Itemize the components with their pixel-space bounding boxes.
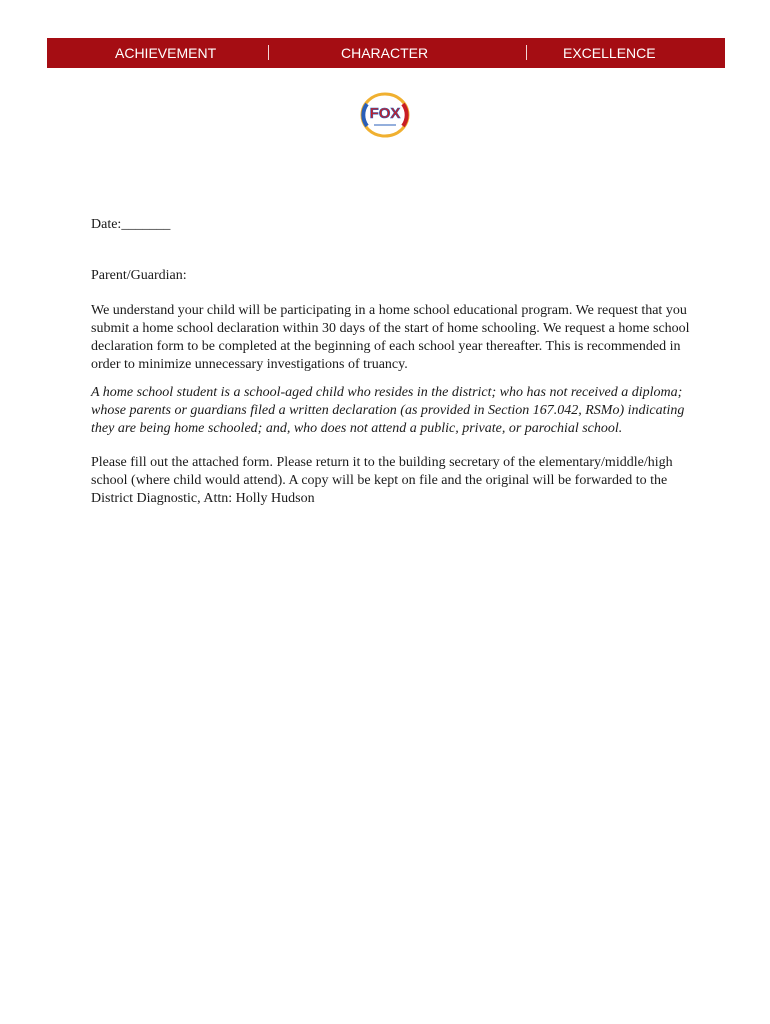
paragraph-definition: A home school student is a school-aged child who resides in the district; who has not received a diploma; whose parents or guardians filed a written declaration (as provided in Section 167.042, RSMo) indicating they are being home schooled; and, who does not attend a public, private, or parochial school. <box>91 385 685 436</box>
banner-divider <box>526 45 527 60</box>
banner-character: CHARACTER <box>341 45 429 61</box>
banner-divider <box>268 45 269 60</box>
banner-excellence: EXCELLENCE <box>563 45 656 61</box>
letter-body <box>91 216 691 508</box>
header-banner <box>47 38 725 68</box>
salutation: Parent/Guardian: <box>91 268 187 283</box>
paragraph-instructions: Please fill out the attached form. Please return it to the building secretary of the elementary/middle/high school (where child would attend). A copy will be kept on file and the original will be forwarded to the District Diagnostic, Attn: Holly Hudson <box>91 455 673 506</box>
banner-achievement: ACHIEVEMENT <box>115 45 217 61</box>
date-line: Date:_______ <box>91 217 171 232</box>
logo-text: FOX <box>369 105 401 122</box>
paragraph-intro: We understand your child will be participating in a home school educational program. We request that you submit a home school declaration within 30 days of the start of home schooling. We request a home school declaration form to be completed at the beginning of each school year thereafter. This is recommended in order to minimize unnecessary investigations of truancy. <box>91 303 690 372</box>
fox-district-logo-icon <box>359 92 411 138</box>
